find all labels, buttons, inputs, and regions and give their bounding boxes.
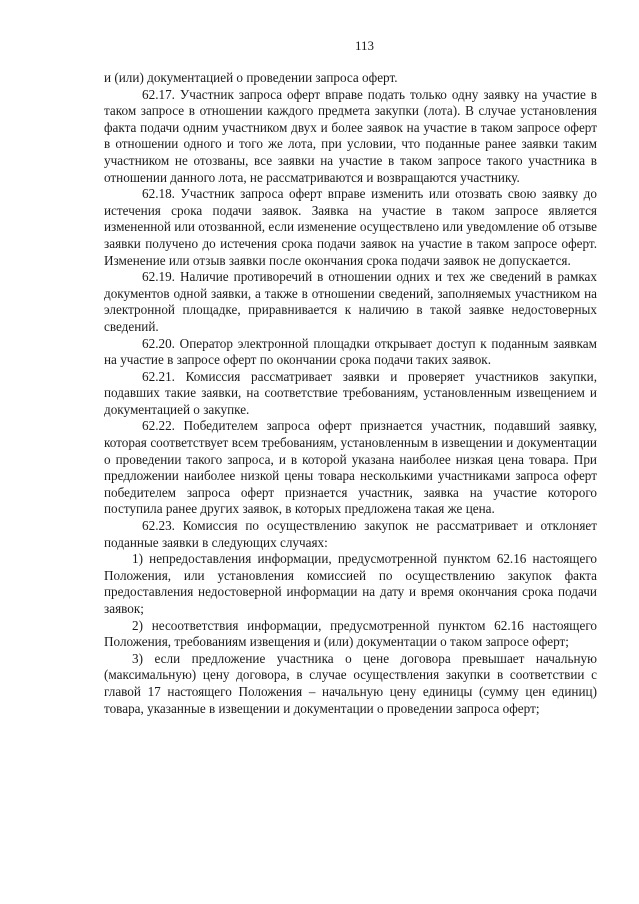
paragraph-62-21: 62.21. Комиссия рассматривает заявки и проверяет участников закупки, подавших такие заявки, на соответствие требованиям, установленным извещением и документацией о закупке.: [104, 368, 597, 417]
paragraph-62-19: 62.19. Наличие противоречий в отношении одних и тех же сведений в рамках документов одной заявки, а также в отношении сведений, заполняемых участником на электронной площадке, приравнивается к наличию в такой заявке недостоверных сведений.: [104, 269, 597, 334]
paragraph-62-18: 62.18. Участник запроса оферт вправе изменить или отозвать свою заявку до истечения срока подачи заявок. Заявка на участие в таком запросе является измененной или отозванной, если изменение осуществлено или уведомление об отзыве заявки получено до истечения срока подачи заявок на участие в таком запросе оферт. Изменение или отзыв заявки после окончания срока подачи заявок не допускается.: [104, 186, 597, 268]
page-number: 113: [354, 38, 375, 53]
paragraph-62-17: 62.17. Участник запроса оферт вправе подать только одну заявку на участие в таком запросе в отношении каждого предмета закупки (лота). В случае установления факта подачи одним участником двух и более заявок на участие в таком запросе оферт в отношении одного и того же лота, при условии, что поданные ранее заявки таким участником не отозваны, все заявки на участие в таком запросе такого участника в отношении данного лота, не рассматриваются и возвращаются участнику.: [104, 86, 597, 185]
document-body: [104, 70, 597, 717]
list-item-2: 2) несоответствия информации, предусмотренной пунктом 62.16 настоящего Положения, требованиям извещения и (или) документации о таком запросе оферт;: [104, 617, 597, 650]
list-item-1: 1) непредоставления информации, предусмотренной пунктом 62.16 настоящего Положения, или установления комиссией по осуществлению закупок факта предоставления недостоверной информации на дату и время окончания срока подачи заявок;: [104, 551, 597, 616]
paragraph-62-22: 62.22. Победителем запроса оферт признается участник, подавший заявку, которая соответствует всем требованиям, установленным в извещении и документации о проведении такого запроса, и в которой указана наиболее низкая цена товара. При предложении наиболее низкой цены товара несколькими участниками запроса оферт победителем запроса оферт признается участник, заявка на участие которого поступила ранее других заявок, в которых предложена такая же цена.: [104, 418, 597, 517]
paragraph-62-20: 62.20. Оператор электронной площадки открывает доступ к поданным заявкам на участие в запросе оферт по окончании срока подачи таких заявок.: [104, 335, 597, 368]
list-item-3: 3) если предложение участника о цене договора превышает начальную (максимальную) цену договора, в случае осуществления закупки в соответствии с главой 17 настоящего Положения – начальную цену единицы (сумму цен единиц) товара, указанные в извещении и документации о проведении запроса оферт;: [104, 650, 597, 716]
paragraph-62-23: 62.23. Комиссия по осуществлению закупок не рассматривает и отклоняет поданные заявки в следующих случаях:: [104, 518, 597, 550]
paragraph-continuation: и (или) документацией о проведении запроса оферт.: [104, 70, 398, 85]
